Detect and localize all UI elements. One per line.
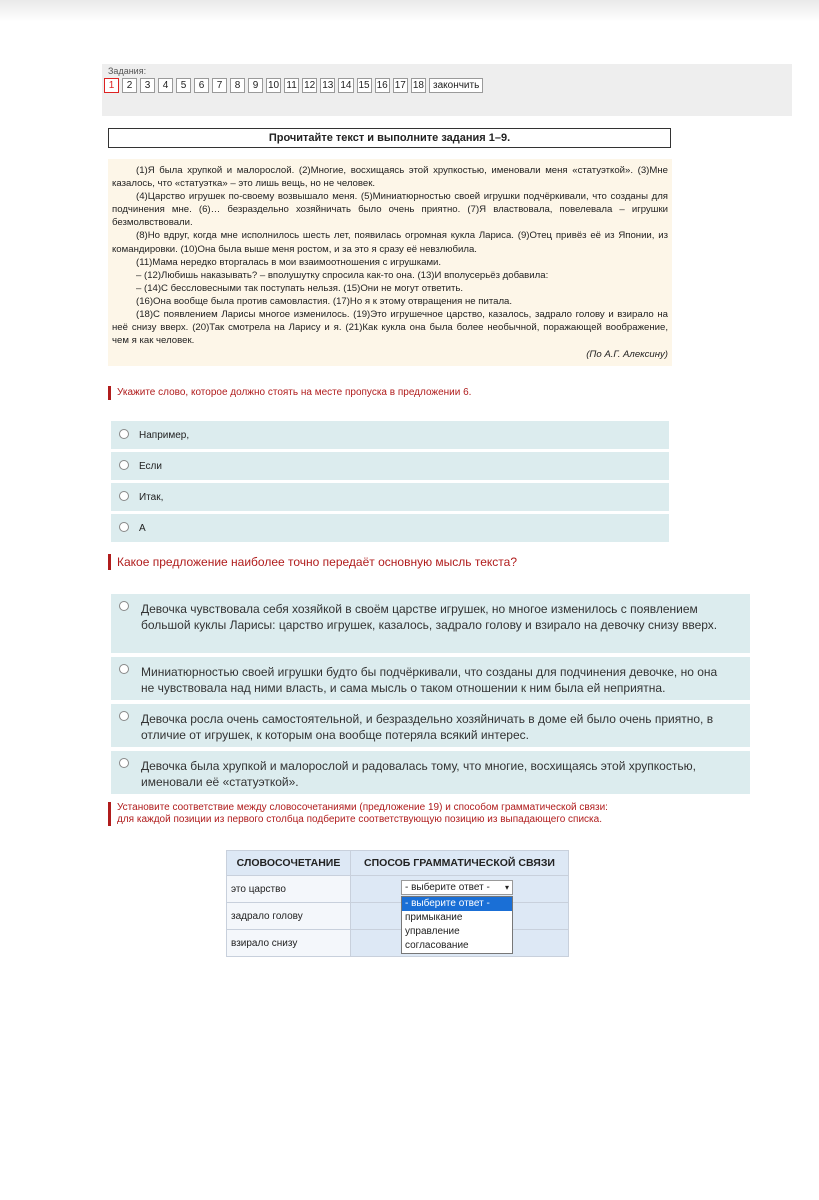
header-phrase: СЛОВОСОЧЕТАНИЕ (227, 851, 351, 876)
task-button-12[interactable]: 12 (304, 80, 316, 91)
task-button-2[interactable]: 2 (122, 78, 137, 93)
text-paragraph: (11)Мама нередко вторгалась в мои взаимоотношения с игрушками. (136, 256, 442, 268)
task-button-4[interactable]: 4 (158, 78, 173, 93)
task-button-10[interactable]: 10 (268, 80, 280, 91)
task-button-9[interactable]: 9 (248, 78, 263, 93)
task-button-8[interactable]: 8 (230, 78, 245, 93)
text-author: (По А.Г. Алексину) (586, 349, 668, 361)
question-1-text: Укажите слово, которое должно стоять на месте пропуска в предложении 6. (108, 386, 471, 400)
q2-option[interactable] (111, 657, 750, 700)
match-table (226, 850, 569, 957)
q1-option-label: А (139, 523, 146, 534)
task-button-15[interactable]: 15 (358, 80, 370, 91)
task-button-13[interactable]: 13 (322, 80, 334, 91)
window-top-shade (0, 0, 819, 22)
q2-option[interactable] (111, 594, 750, 653)
text-paragraph: (4)Царство игрушек по-своему возвышало меня. (5)Миниатюрностью своей игрушки подчёркивали, что созданы для подчинения мне. (6)… безраздельно хозяйничать было очень приятно. (7)Я властвовала, повелевала – игрушки безмолвствовали. (112, 191, 668, 229)
task-navigation (102, 64, 792, 116)
table-row (227, 903, 569, 930)
q1-option[interactable] (111, 514, 669, 542)
task-button-16[interactable]: 16 (376, 80, 388, 91)
question-3-text (108, 802, 608, 826)
finish-button[interactable]: закончить (429, 78, 483, 93)
q1-option[interactable] (111, 421, 669, 449)
q2-option-label: Девочка чувствовала себя хозяйкой в своём царстве игрушек, но многое изменилось с появлением большой куклы Ларисы: царство игрушек, казалось, задрало голову и взирало на девочку снизу вверх. (141, 602, 718, 632)
q1-option-label: Например, (139, 430, 190, 441)
radio-button[interactable] (119, 711, 129, 721)
radio-button[interactable] (119, 601, 129, 611)
phrase-cell: это царство (227, 876, 351, 903)
q1-option-label: Если (139, 461, 162, 472)
radio-button[interactable] (119, 758, 129, 768)
dropdown-option[interactable]: примыкание (405, 912, 463, 923)
q1-option[interactable] (111, 483, 669, 511)
dropdown-option[interactable]: управление (405, 926, 460, 937)
task-button-11[interactable]: 11 (284, 78, 299, 93)
chevron-down-icon: ▾ (504, 883, 509, 892)
reading-text (108, 159, 672, 366)
radio-button[interactable] (119, 522, 129, 532)
tasks-label: Задания: (108, 66, 147, 76)
text-paragraph: (1)Я была хрупкой и малорослой. (2)Многие, восхищаясь этой хрупкостью, именовали меня «статуэткой». (3)Мне казалось, что «статуэтка» – это лишь вещь, но не человек. (112, 165, 668, 190)
table-row (227, 930, 569, 957)
q2-option[interactable] (111, 704, 750, 747)
answer-dropdown (401, 896, 513, 954)
select-value: - выберите ответ - (405, 882, 490, 893)
question-2-text: Какое предложение наиболее точно передаёт основную мысль текста? (108, 554, 517, 570)
phrase-cell: задрало голову (227, 903, 351, 930)
dropdown-option[interactable]: - выберите ответ - (402, 897, 512, 911)
task-buttons (104, 78, 483, 93)
table-header-row (227, 851, 569, 876)
q1-option-label: Итак, (139, 492, 164, 503)
task-button-5[interactable]: 5 (176, 78, 191, 93)
text-paragraph: (18)С появлением Ларисы многое изменилось. (19)Это игрушечное царство, казалось, задрало голову и взирало на неё снизу вверх. (20)Так смотрела на Ларису и я. (21)Как кукла она была более необычной, поражающей воображение, чем я как человек. (112, 309, 668, 347)
q1-option[interactable] (111, 452, 669, 480)
dropdown-option[interactable]: согласование (405, 940, 469, 951)
text-paragraph: – (14)С бессловесными так поступать нельзя. (15)Они не могут ответить. (136, 282, 464, 294)
task-button-1[interactable]: 1 (104, 78, 119, 93)
q2-option-label: Миниатюрностью своей игрушки будто бы подчёркивали, что созданы для подчинения девочке, но она не чувствовала над ними власть, и сама мысль о таком отношении к ним была ей неприятна. (141, 665, 718, 695)
task-button-3[interactable]: 3 (140, 78, 155, 93)
q2-option-label: Девочка росла очень самостоятельной, и безраздельно хозяйничать в доме ей было очень приятно, в отличие от игрушек, к которым она вообще потеряла всякий интерес. (141, 712, 714, 742)
task-button-18[interactable]: 18 (412, 80, 424, 91)
task-button-17[interactable]: 17 (394, 80, 406, 91)
radio-button[interactable] (119, 460, 129, 470)
text-paragraph: (8)Но вдруг, когда мне исполнилось шесть лет, появилась огромная кукла Лариса. (9)Отец привёз её из Японии, из командировки. (10)Она была выше меня ростом, и за это я сразу её невзлюбила. (112, 230, 668, 255)
radio-button[interactable] (119, 429, 129, 439)
text-paragraph: – (12)Любишь наказывать? – вполушутку спросила как-то она. (13)И вполусерьёз добавила: (136, 269, 549, 281)
radio-button[interactable] (119, 664, 129, 674)
task-button-6[interactable]: 6 (194, 78, 209, 93)
phrase-cell: взирало снизу (227, 930, 351, 957)
question-3-line-2: для каждой позиции из первого столбца подберите соответствующую позицию из выпадающего списка. (117, 814, 602, 825)
q2-option[interactable] (111, 751, 750, 794)
task-button-7[interactable]: 7 (212, 78, 227, 93)
q2-option-label: Девочка была хрупкой и малорослой и радовалась тому, что многие, восхищаясь этой хрупкостью, именовали её «статуэткой». (141, 759, 696, 789)
task-button-14[interactable]: 14 (340, 80, 352, 91)
table-row (227, 876, 569, 903)
text-paragraph: (16)Она вообще была против самовластия. (17)Но я к этому отвращения не питала. (136, 295, 513, 307)
radio-button[interactable] (119, 491, 129, 501)
question-3-line-1: Установите соответствие между словосочетаниями (предложение 19) и способом грамматической связи: (117, 802, 608, 813)
answer-select[interactable] (401, 880, 513, 895)
header-link-type: СПОСОБ ГРАММАТИЧЕСКОЙ СВЯЗИ (351, 851, 569, 876)
reading-title: Прочитайте текст и выполните задания 1–9. (108, 128, 671, 148)
